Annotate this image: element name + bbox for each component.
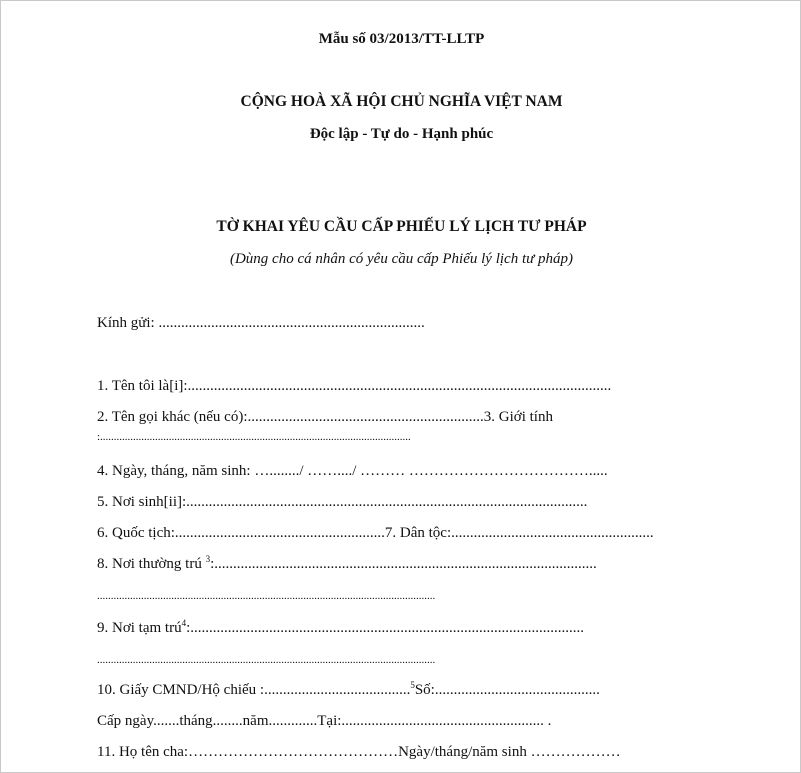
- country-name: CỘNG HOÀ XÃ HỘI CHỦ NGHĨA VIỆT NAM: [240, 93, 563, 110]
- field-full-name[interactable]: 1. Tên tôi là[i]:.................................................................................................................: [97, 378, 612, 394]
- field-permanent-residence[interactable]: [97, 556, 597, 573]
- temporary-residence-label: 9. Nơi tạm trú: [97, 620, 182, 636]
- form-subtitle: (Dùng cho cá nhân có yêu cầu cấp Phiếu lý lịch tư pháp): [229, 251, 574, 267]
- form-code: Mẫu số 03/2013/TT-LLTP: [318, 31, 485, 47]
- field-kinh-gui[interactable]: Kính gửi: .......................................................................: [97, 315, 425, 331]
- field-issue-date-place[interactable]: Cấp ngày.......tháng........năm.............Tại:...................................................... .: [97, 713, 552, 729]
- id-number-label: Số:............................................: [414, 682, 600, 698]
- permanent-residence-dots: :......................................................................................................: [210, 556, 597, 572]
- field-father-name[interactable]: 11. Họ tên cha:……………………………………Ngày/tháng/năm sinh ………………: [97, 744, 621, 760]
- field-temporary-residence-continuation[interactable]: ...........................................................................................................................: [97, 654, 436, 666]
- temporary-residence-dots: :.........................................................................................................: [186, 620, 585, 636]
- field-other-name-gender[interactable]: 2. Tên gọi khác (nếu có):...............................................................3. Giới tính: [97, 409, 553, 425]
- id-document-label: 10. Giấy CMND/Hộ chiếu :.......................................: [97, 682, 411, 698]
- field-gender-continuation[interactable]: :.................................................................................................................: [97, 431, 411, 443]
- footnote-marker: 4: [181, 618, 187, 628]
- field-date-of-birth[interactable]: 4. Ngày, tháng, năm sinh: …......../ ……..../ ……… ……………………………….....: [97, 463, 608, 479]
- field-permanent-residence-continuation[interactable]: ...........................................................................................................................: [97, 590, 436, 602]
- footnote-marker: 5: [410, 680, 415, 690]
- field-nationality-ethnicity[interactable]: 6. Quốc tịch:........................................................7. Dân tộc:......................................................: [97, 525, 654, 541]
- form-title: TỜ KHAI YÊU CẦU CẤP PHIẾU LÝ LỊCH TƯ PHÁP: [216, 218, 587, 235]
- field-place-of-birth[interactable]: 5. Nơi sinh[ii]:...........................................................................................................: [97, 494, 588, 510]
- field-id-document[interactable]: [97, 682, 600, 699]
- footnote-marker: 3: [205, 554, 211, 564]
- permanent-residence-label: 8. Nơi thường trú: [97, 556, 206, 572]
- field-temporary-residence[interactable]: [97, 620, 584, 637]
- national-motto: Độc lập - Tự do - Hạnh phúc: [309, 126, 494, 142]
